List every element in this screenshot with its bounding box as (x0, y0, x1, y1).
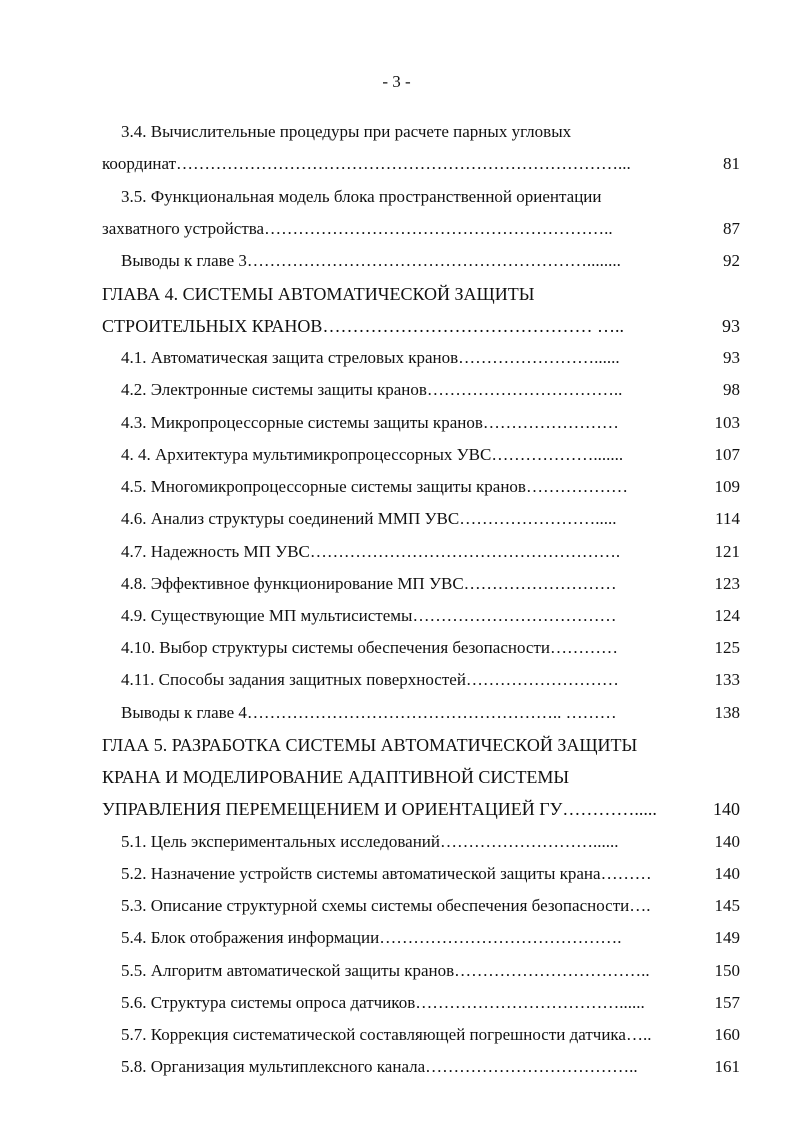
toc-line (0, 121, 793, 143)
toc-entry-text: 4.7. Надежность МП УВС………………………………………………. (121, 542, 621, 561)
toc-page-number: 133 (714, 670, 740, 689)
toc-line (0, 186, 793, 208)
toc-line (0, 992, 793, 1014)
toc-line (0, 831, 793, 853)
toc-line (0, 412, 793, 434)
toc-entry-text: 5.6. Структура системы опроса датчиков………………………………...... (121, 993, 645, 1012)
toc-entry-text: ГЛАА 5. РАЗРАБОТКА СИСТЕМЫ АВТОМАТИЧЕСКОЙ ЗАЩИТЫ (102, 735, 638, 755)
toc-line (0, 605, 793, 627)
toc-line (0, 153, 793, 175)
toc-entry-text: 5.4. Блок отображения информации……………………………………. (121, 928, 622, 947)
toc-entry-text: 5.5. Алгоритм автоматической защиты кранов…………………………….. (121, 961, 650, 980)
toc-entry-text: ГЛАВА 4. СИСТЕМЫ АВТОМАТИЧЕСКОЙ ЗАЩИТЫ (102, 284, 535, 304)
toc-entry-text: 4. 4. Архитектура мультимикропроцессорных УВС………………....... (121, 445, 624, 464)
toc-chapter-heading (0, 766, 793, 788)
toc-entry-text: 3.5. Функциональная модель блока пространственной ориентации (121, 187, 602, 206)
toc-page-number: 140 (714, 864, 740, 883)
toc-entry-text: захватного устройства…………………………………………………….. (102, 219, 613, 238)
toc-line (0, 218, 793, 240)
toc-page-number: 149 (714, 928, 740, 947)
toc-page-number: 145 (714, 896, 740, 915)
toc-page-number: 107 (714, 445, 740, 464)
toc-line (0, 541, 793, 563)
toc-line (0, 476, 793, 498)
toc-line (0, 1056, 793, 1078)
toc-page-number: 140 (713, 799, 740, 819)
toc-page-number: 138 (714, 703, 740, 722)
toc-line (0, 927, 793, 949)
toc-line (0, 250, 793, 272)
toc-entry-text: 5.7. Коррекция систематической составляющей погрешности датчика….. (121, 1025, 652, 1044)
toc-entry-text: 4.1. Автоматическая защита стреловых кранов……………………...... (121, 348, 620, 367)
toc-line (0, 573, 793, 595)
toc-line (0, 895, 793, 917)
toc-page-number: 121 (714, 542, 740, 561)
toc-entry-text: 4.6. Анализ структуры соединений ММП УВС……………………..... (121, 509, 617, 528)
toc-page-number: 87 (723, 219, 740, 238)
toc-page-number: 157 (714, 993, 740, 1012)
toc-page-number: 161 (714, 1057, 740, 1076)
toc-entry-text: 5.8. Организация мультиплексного канала……………………………….. (121, 1057, 638, 1076)
toc-entry-text: СТРОИТЕЛЬНЫХ КРАНОВ……………………………………… ….. (102, 316, 624, 336)
toc-entry-text: Выводы к главе 4……………………………………………….. ……… (121, 703, 617, 722)
toc-line (0, 444, 793, 466)
toc-entry-text: 4.5. Многомикропроцессорные системы защиты кранов……………… (121, 477, 628, 496)
toc-chapter-heading (0, 734, 793, 756)
page-number: - 3 - (382, 72, 411, 91)
toc-line (0, 637, 793, 659)
toc-page-number: 93 (722, 316, 740, 336)
toc-entry-text: 4.9. Существующие МП мультисистемы……………………………… (121, 606, 617, 625)
toc-page-number: 140 (714, 832, 740, 851)
toc-entry-text: 4.8. Эффективное функционирование МП УВС……………………… (121, 574, 617, 593)
toc-entry-text: КРАНА И МОДЕЛИРОВАНИЕ АДАПТИВНОЙ СИСТЕМЫ (102, 767, 570, 787)
toc-page-number: 81 (723, 154, 740, 173)
toc-page-number: 103 (714, 413, 740, 432)
toc-page-number: 109 (714, 477, 740, 496)
toc-chapter-heading (0, 315, 793, 337)
toc-line (0, 508, 793, 530)
toc-page-number: 124 (714, 606, 740, 625)
toc-line (0, 347, 793, 369)
toc-line (0, 379, 793, 401)
toc-entry-text: 5.3. Описание структурной схемы системы обеспечения безопасности…. (121, 896, 651, 915)
toc-page-number: 98 (723, 380, 740, 399)
toc-page-number: 114 (715, 509, 740, 528)
toc-line (0, 863, 793, 885)
toc-page-number: 92 (723, 251, 740, 270)
toc-entry-text: 4.11. Способы задания защитных поверхностей……………………… (121, 670, 619, 689)
toc-chapter-heading (0, 283, 793, 305)
toc-page-number: 93 (723, 348, 740, 367)
toc-page-number: 150 (714, 961, 740, 980)
toc-entry-text: 4.3. Микропроцессорные системы защиты кранов…………………… (121, 413, 619, 432)
toc-entry-text: Выводы к главе 3……………………………………………………........ (121, 251, 621, 270)
toc-entry-text: 4.2. Электронные системы защиты кранов…………………………….. (121, 380, 623, 399)
toc-line (0, 1024, 793, 1046)
toc-chapter-heading (0, 798, 793, 820)
toc-entry-text: УПРАВЛЕНИЯ ПЕРЕМЕЩЕНИЕМ И ОРИЕНТАЦИЕЙ ГУ…………..... (102, 799, 657, 819)
toc-page-number: 160 (714, 1025, 740, 1044)
toc-entry-text: координат……………………………………………………………………... (102, 154, 631, 173)
toc-line (0, 669, 793, 691)
toc-line (0, 702, 793, 724)
toc-line (0, 960, 793, 982)
toc-entry-text: 5.1. Цель экспериментальных исследований………………………...... (121, 832, 619, 851)
toc-page-number: 125 (714, 638, 740, 657)
toc-page-number: 123 (714, 574, 740, 593)
toc-entry-text: 5.2. Назначение устройств системы автоматической защиты крана……… (121, 864, 652, 883)
toc-entry-text: 3.4. Вычислительные процедуры при расчете парных угловых (121, 122, 572, 141)
toc-entry-text: 4.10. Выбор структуры системы обеспечения безопасности………… (121, 638, 618, 657)
